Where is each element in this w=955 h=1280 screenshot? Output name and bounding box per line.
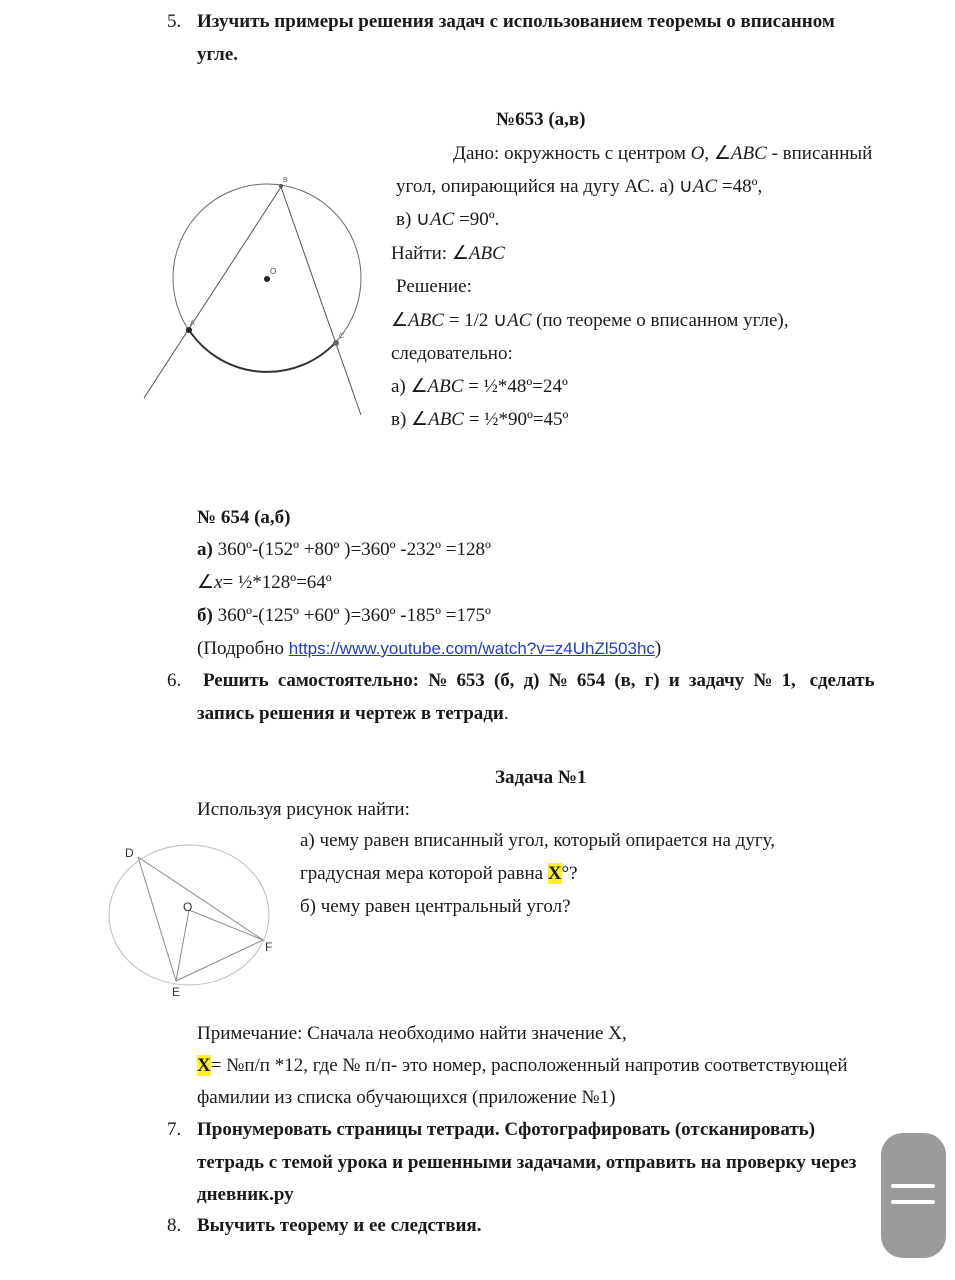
line-df (138, 857, 263, 940)
given-arc-text: угол, опирающийся на дугу АС. а) ∪ (396, 176, 693, 197)
item-8-number: 8. (167, 1215, 182, 1236)
ans-a-abc: ABC (427, 376, 464, 397)
label-e: E (172, 985, 181, 999)
x-var: x (214, 572, 223, 593)
x-angle: ∠ (197, 572, 215, 593)
note-line-1: Примечание: Сначала необходимо найти значение Х, (197, 1023, 627, 1044)
point-b (279, 184, 283, 188)
item-7-line-3: дневник.ру (197, 1184, 294, 1205)
part-a-text: 360º-(152º +80º )=360º -232º =128º (212, 539, 491, 560)
label-f: F (265, 940, 273, 954)
ans-a-pre: а) ∠ (391, 376, 428, 397)
problem-654-title: № 654 (а,б) (197, 507, 291, 528)
problem-653-answer-a (391, 376, 568, 398)
problem-653-find (391, 243, 505, 265)
problem-653-therefore: следовательно: (391, 343, 513, 364)
sol-half-arc: = 1/2 ∪ (443, 310, 508, 331)
label-o: O (270, 267, 277, 276)
item-6-line-2 (197, 703, 509, 725)
problem-654-angle-x (197, 572, 332, 594)
task-1-question-a-1: а) чему равен вписанный угол, который опирается на дугу, (300, 830, 775, 851)
scroll-handle[interactable] (881, 1133, 946, 1258)
sol-theorem: (по теореме о вписанном угле), (531, 310, 789, 331)
item-7-number: 7. (167, 1119, 182, 1140)
problem-653-given-line-2 (396, 176, 762, 198)
more-open: (Подробно (197, 638, 289, 659)
scroll-handle-bar-top (891, 1184, 935, 1188)
label-c: C (339, 333, 345, 340)
part-b-label: б) (197, 605, 213, 626)
label-a: A (190, 320, 195, 327)
given-text: Дано: окружность с центром (453, 143, 691, 164)
scroll-handle-bar-bottom (891, 1200, 935, 1204)
part-b-text: 360º-(125º +60º )=360º -185º =175º (212, 605, 491, 626)
x-value: = ½*128º=64º (222, 572, 332, 593)
point-a (186, 327, 192, 333)
find-label: Найти: ∠ (391, 243, 469, 264)
note-line-3: фамилии из списка обучающихся (приложение №1) (197, 1087, 616, 1108)
sol-ac: AC (507, 310, 532, 331)
item-5-line-2: угле. (197, 44, 239, 65)
item-6-line-2-end: . (503, 703, 509, 724)
point-center (264, 276, 270, 282)
line-of (189, 910, 263, 940)
ans-b-pre: в) ∠ (391, 409, 429, 430)
part-a-label: а) (197, 539, 213, 560)
sol-angle: ∠ (391, 310, 409, 331)
item-7-line-1: Пронумеровать страницы тетради. Сфотографировать (отсканировать) (197, 1119, 816, 1140)
given-angle-abc: ABC (730, 143, 767, 164)
item-7-line-2: тетрадь с темой урока и решенными задачами, отправить на проверку через (197, 1152, 857, 1173)
problem-653-answer-b (391, 409, 568, 431)
item-5-number: 5. (167, 11, 182, 32)
problem-654-more (197, 638, 661, 660)
note-line-2 (197, 1055, 848, 1077)
task-1-question-b: б) чему равен центральный угол? (300, 896, 571, 917)
qa2-x-highlight: X (547, 863, 562, 884)
item-5-line-1: Изучить примеры решения задач с использованием теоремы о вписанном (197, 11, 835, 32)
task1-circle (109, 845, 269, 985)
given-b-arc: в) ∪ (396, 209, 430, 230)
task-1-question-a-2 (300, 863, 578, 885)
note-x-highlight: Х (197, 1055, 211, 1076)
label-d: D (125, 846, 134, 860)
line-bc (281, 187, 361, 415)
problem-653-given-line-1 (453, 143, 872, 165)
youtube-link[interactable]: https://www.youtube.com/watch?v=z4UhZl503hc (288, 639, 655, 658)
problem-654-part-b (197, 605, 491, 627)
arc-ac-highlight (189, 330, 336, 372)
item-6-number: 6. (167, 670, 182, 691)
given-arc-value: =48º, (717, 176, 763, 197)
point-c (333, 340, 339, 346)
given-center-o: O (690, 143, 705, 164)
task-1-title: Задача №1 (495, 767, 587, 788)
line-de (138, 857, 176, 981)
line-ba (144, 187, 281, 398)
more-close: ) (654, 638, 662, 659)
qa2-pre: градусная мера которой равна (300, 863, 548, 884)
problem-653-given-line-3 (396, 209, 499, 231)
given-inscribed: - вписанный (766, 143, 873, 164)
label-b: B (283, 177, 288, 184)
circle-diagram-task1 (100, 835, 300, 1005)
label-o-task1: O (183, 900, 193, 914)
problem-653-title: №653 (а,в) (496, 109, 586, 130)
problem-653-solution-label: Решение: (396, 276, 472, 297)
given-arc-ac: AC (692, 176, 718, 197)
note-formula: = №п/п *12, где № п/п- это номер, расположенный напротив соответствующей (210, 1055, 848, 1076)
ans-a-post: = ½*48º=24º (463, 376, 568, 397)
item-8-line-1: Выучить теорему и ее следствия. (197, 1215, 482, 1236)
circle-diagram-653 (140, 170, 380, 430)
item-6-line-1: Решить самостоятельно: № 653 (б, д) № 654 (в, г) и задачу № 1, сделать (203, 670, 875, 691)
ans-b-post: = ½*90º=45º (463, 409, 569, 430)
qa2-post: °? (561, 863, 578, 884)
problem-654-part-a (197, 539, 491, 561)
given-b-arc-value: =90º. (454, 209, 500, 230)
line-oe (176, 910, 189, 981)
find-abc: ABC (468, 243, 505, 264)
item-6-line-2-text: запись решения и чертеж в тетради (197, 703, 504, 724)
task-1-intro: Используя рисунок найти: (197, 799, 410, 820)
given-angle-sign: , ∠ (704, 143, 731, 164)
problem-653-solution-formula (391, 310, 788, 332)
sol-abc: ABC (408, 310, 444, 331)
ans-b-abc: ABC (428, 409, 464, 430)
given-b-arc-ac: AC (429, 209, 455, 230)
